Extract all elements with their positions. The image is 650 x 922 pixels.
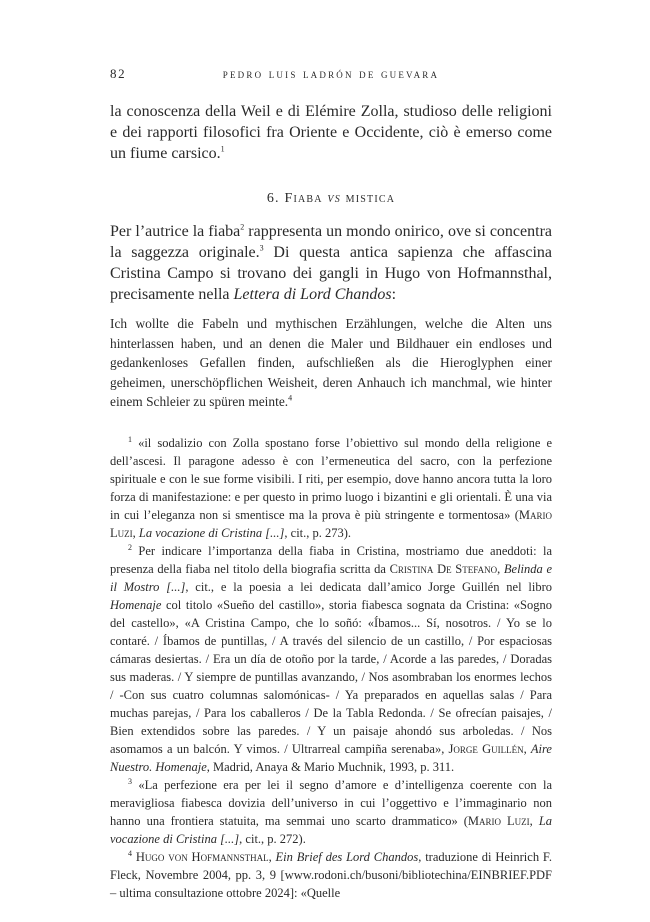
- footnote-ref-4[interactable]: 4: [288, 393, 293, 403]
- footnote-3: [110, 776, 552, 848]
- paragraph-part-2: rappresenta un mondo onirico, ove si concentra la saggezza originale.: [110, 223, 552, 261]
- footnote-end: , cit., p. 273).: [284, 525, 352, 540]
- block-quote: [110, 314, 552, 412]
- section-title-start: 6. Fiaba: [266, 191, 323, 206]
- footnote-number: 3: [128, 776, 132, 786]
- footnote-separator: ,: [132, 525, 139, 540]
- intro-text: la conoscenza della Weil e di Elémire Zolla, studioso delle religioni e dei rapporti filosofici fra Oriente e Occidente, ciò è emerso come un fiume carsico.: [110, 103, 552, 162]
- footnote-author: Hugo von Hofmannsthal: [132, 849, 269, 864]
- footnote-end: , traduzione di Heinrich F. Fleck, Novembre 2004, pp. 3, 9 [www.rodoni.ch/busoni/bibliotechina/EINBRIEF.PDF – ultima consultazione ottobre 2024]: «Quelle: [110, 849, 552, 900]
- footnote-separator: ,: [268, 849, 276, 864]
- footnote-ref-3[interactable]: 3: [259, 243, 264, 253]
- footnote-end: , cit., p. 272).: [239, 831, 306, 846]
- footnote-title: La vocazione di Cristina [...]: [138, 525, 285, 540]
- section-heading: [110, 191, 552, 207]
- footnote-title: Homenaje: [110, 597, 162, 612]
- footnote-number: 2: [128, 542, 132, 552]
- footnote-end: , Madrid, Anaya & Mario Muchnik, 1993, p. 311.: [206, 759, 455, 774]
- footnote-text: Per indicare l’importanza della fiaba in Cristina, mostriamo due aneddoti: la presenza della fiaba nel titolo della biografia scritta da: [110, 543, 552, 576]
- paragraph-italic-title: Lettera di Lord Chandos: [233, 286, 392, 303]
- footnote-number: 4: [128, 848, 132, 858]
- footnote-separator: ,: [523, 741, 531, 756]
- footnote-number: 1: [128, 434, 132, 444]
- footnote-text: , cit., e la poesia a lei dedicata dall’amico Jorge Guillén nel libro: [185, 579, 552, 594]
- main-paragraph: [110, 221, 552, 305]
- footnote-title: Ein Brief des Lord Chandos: [275, 849, 419, 864]
- paragraph-part-3: Di questa antica sapienza che affascina Cristina Campo si trovano dei gangli in Hugo von Hofmannsthal, precisamente nella: [110, 244, 553, 303]
- footnote-title: Belinda e il Mostro [...]: [110, 561, 553, 594]
- footnote-1: [110, 434, 552, 542]
- book-page: [110, 66, 552, 902]
- footnote-separator: ,: [529, 813, 539, 828]
- quote-text: Ich wollte die Fabeln und mythischen Erzählungen, welche die Alten uns hinterlassen haben, und an denen die Maler und Bildhauer ein endloses und gedankenloses Gefallen finden, aufschließen als die Hieroglyphen einer geheimen, unerschöpflichen Weisheit, deren Anhauch ich manchmal, wie hinter einem Schleier zu spüren meinte.: [110, 316, 552, 409]
- footnote-separator: ,: [497, 561, 504, 576]
- footnote-title: Aire Nuestro. Homenaje: [110, 741, 552, 774]
- paragraph-part-1: Per l’autrice la fiaba: [110, 223, 241, 240]
- footnote-4: [110, 848, 552, 902]
- section-title-vs: vs: [327, 191, 341, 206]
- section-title-end: mistica: [345, 191, 396, 206]
- footnote-poem-text: col titolo «Sueño del castillo», storia fiabesca sognata da Cristina: «Sogno del castello», «A Cristina Campo, che lo soñó: «Íbamos... Sí, nosotros. / Yo se lo contaré. / Íbamos de puntillas, / A través del silencio de un castillo, / Por espaciosas cámaras desiertas. / Era un día de otoño por la tarde, / Acorde a las paredes, / Doradas sus maderas. / Y siempre de puntillas avanzando, / Nos asombraban los enormes lechos / -Con sus cuatro columnas salomónicas- / Ya preparados en aquellas salas / Para muchas parejas, / Para los caballeros / De la Tabla Redonda. / Se ofrecían paisajes, / Bien extendidos sobre las paredes. / Y un paisaje ahondó sus arboledas. / Nos asomamos a un balcón. Y vimos. / Ultrarreal campiña serenaba»,: [110, 597, 552, 756]
- footnote-author: Jorge Guillén: [448, 741, 524, 756]
- footnote-author: Mario Luzi: [110, 507, 552, 540]
- footnotes: [110, 434, 552, 902]
- footnote-ref-2[interactable]: 2: [240, 222, 245, 232]
- footnote-ref-1[interactable]: 1: [220, 144, 225, 154]
- paragraph-part-4: :: [391, 286, 397, 303]
- footnote-author: Mario Luzi: [467, 813, 530, 828]
- running-title: pedro luis ladrón de guevara: [222, 66, 440, 81]
- footnote-author: Cristina De Stefano: [389, 561, 498, 576]
- running-head: [110, 66, 552, 88]
- footnote-title: La vocazione di Cristina [...]: [110, 813, 553, 846]
- intro-paragraph: [110, 101, 552, 164]
- page-number: 82: [110, 66, 127, 81]
- footnote-2: [110, 542, 552, 776]
- footnote-text: «il sodalizio con Zolla spostano forse l’obiettivo sul mondo della religione e dell’ascesi. Il paragone adesso è con l’ermeneutica del sacro, con la perfezione spirituale e con le sue forme visibili. I riti, per esempio, dove hanno ancora tutta la loro forza di manifestazione: e per questo in primo luogo i bizantini e gli orientali. È una via in cui l’eleganza non si smentisce ma la prova è più stringente e tormentosa» (: [110, 435, 552, 522]
- footnote-text: «La perfezione era per lei il segno d’amore e d’intelligenza coerente con la meravigliosa fiabesca dovizia dell’universo in cui l’oggettivo e l’immaginario non hanno una frontiera statuita, ma semmai uno scarto drammatico» (: [110, 777, 552, 828]
